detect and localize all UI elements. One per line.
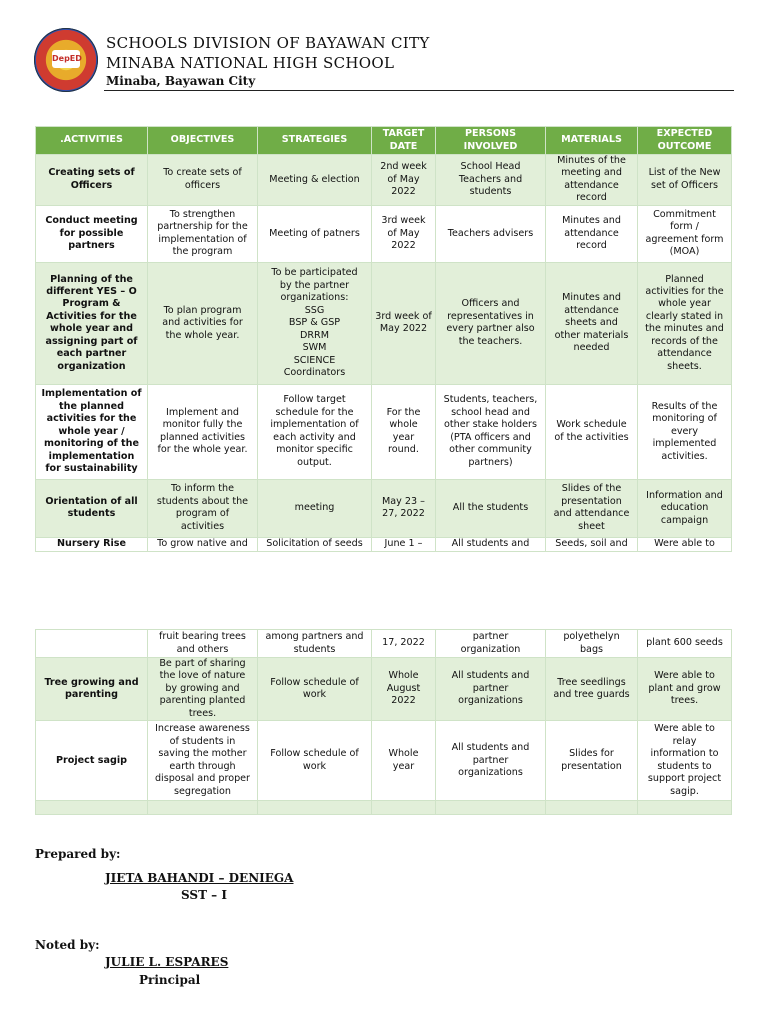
table-cell xyxy=(372,801,436,815)
table-cell: Implement and monitor fully the planned activities for the whole year. xyxy=(148,384,258,479)
table-cell: To strengthen partnership for the implementation of the program xyxy=(148,205,258,262)
table-cell: To plan program and activities for the whole year. xyxy=(148,262,258,384)
table-row xyxy=(36,721,732,801)
table-header-row xyxy=(36,127,732,155)
noted-by-label: Noted by: xyxy=(35,938,100,952)
table-cell: June 1 – xyxy=(372,537,436,551)
activity-cell: Creating sets of Officers xyxy=(36,155,148,206)
table-cell: Were able to relay information to students to support project sagip. xyxy=(638,721,732,801)
noter-name: JULIE L. ESPARES xyxy=(105,955,229,969)
table-cell: To inform the students about the program of activities xyxy=(148,479,258,537)
table-cell: among partners and students xyxy=(258,630,372,658)
table-cell: Work schedule of the activities xyxy=(546,384,638,479)
table-cell: To create sets of officers xyxy=(148,155,258,206)
table-cell: Students, teachers, school head and other stake holders (PTA officers and other community partners) xyxy=(436,384,546,479)
column-header: .ACTIVITIES xyxy=(36,127,148,155)
table-cell: Meeting & election xyxy=(258,155,372,206)
table-cell: Slides for presentation xyxy=(546,721,638,801)
table-cell: Information and education campaign xyxy=(638,479,732,537)
table-cell: 2nd week of May 2022 xyxy=(372,155,436,206)
column-header: OBJECTIVES xyxy=(148,127,258,155)
document-header xyxy=(34,28,734,92)
table-cell: Commitment form / agreement form (MOA) xyxy=(638,205,732,262)
activity-cell: Planning of the different YES – O Program & Activities for the whole year and assigning part of each partner organization xyxy=(36,262,148,384)
table-cell: Tree seedlings and tree guards xyxy=(546,658,638,721)
school-name: MINABA NATIONAL HIGH SCHOOL xyxy=(106,54,395,72)
table-row xyxy=(36,262,732,384)
table-cell: Follow schedule of work xyxy=(258,658,372,721)
table-cell: Whole year xyxy=(372,721,436,801)
table-cell: polyethelyn bags xyxy=(546,630,638,658)
activity-cell: Tree growing and parenting xyxy=(36,658,148,721)
column-header: PERSONS INVOLVED xyxy=(436,127,546,155)
table-cell: Increase awareness of students in saving the mother earth through disposal and proper segregation xyxy=(148,721,258,801)
activity-cell xyxy=(36,801,148,815)
table-cell: To be participated by the partner organizations: SSG BSP & GSP DRRM SWM SCIENCE Coordinators xyxy=(258,262,372,384)
table-cell: Follow target schedule for the implementation of each activity and monitor specific output. xyxy=(258,384,372,479)
activity-cell: Implementation of the planned activities for the whole year / monitoring of the implementation for sustainability xyxy=(36,384,148,479)
prepared-by-label: Prepared by: xyxy=(35,847,121,861)
table-row xyxy=(36,537,732,551)
table-cell: Teachers advisers xyxy=(436,205,546,262)
header-divider xyxy=(104,90,734,91)
action-plan-table-continued xyxy=(35,629,732,815)
table-row xyxy=(36,479,732,537)
table-cell: Meeting of patners xyxy=(258,205,372,262)
table-cell: All students and xyxy=(436,537,546,551)
column-header: MATERIALS xyxy=(546,127,638,155)
table-cell: Be part of sharing the love of nature by growing and parenting planted trees. xyxy=(148,658,258,721)
activity-cell: Orientation of all students xyxy=(36,479,148,537)
table-row xyxy=(36,155,732,206)
table-cell: Follow schedule of work xyxy=(258,721,372,801)
table-cell: 3rd week of May 2022 xyxy=(372,205,436,262)
table-cell xyxy=(546,801,638,815)
table-cell: Officers and representatives in every partner also the teachers. xyxy=(436,262,546,384)
table-cell: All students and partner organizations xyxy=(436,658,546,721)
table-row xyxy=(36,384,732,479)
activity-cell xyxy=(36,630,148,658)
activity-cell: Nursery Rise xyxy=(36,537,148,551)
table-cell: To grow native and xyxy=(148,537,258,551)
school-address: Minaba, Bayawan City xyxy=(106,74,256,88)
table-row xyxy=(36,658,732,721)
table-cell: Solicitation of seeds xyxy=(258,537,372,551)
table-cell: partner organization xyxy=(436,630,546,658)
table-cell: School Head Teachers and students xyxy=(436,155,546,206)
table-cell: For the whole year round. xyxy=(372,384,436,479)
table-cell xyxy=(436,801,546,815)
table-cell: Minutes of the meeting and attendance record xyxy=(546,155,638,206)
table-cell: 17, 2022 xyxy=(372,630,436,658)
table-cell: Whole August 2022 xyxy=(372,658,436,721)
noter-title: Principal xyxy=(139,973,201,987)
table-cell: Were able to plant and grow trees. xyxy=(638,658,732,721)
table-cell: meeting xyxy=(258,479,372,537)
table-cell: Results of the monitoring of every implemented activities. xyxy=(638,384,732,479)
table-cell: Planned activities for the whole year clearly stated in the minutes and records of the attendance sheets. xyxy=(638,262,732,384)
table-cell: May 23 – 27, 2022 xyxy=(372,479,436,537)
deped-seal-logo xyxy=(34,28,98,92)
table-cell: Minutes and attendance sheets and other materials needed xyxy=(546,262,638,384)
preparer-title: SST – I xyxy=(181,888,227,902)
seal-text: DepED xyxy=(52,50,80,68)
table-cell: Were able to xyxy=(638,537,732,551)
column-header: TARGET DATE xyxy=(372,127,436,155)
table-cell: Seeds, soil and xyxy=(546,537,638,551)
table-cell: All the students xyxy=(436,479,546,537)
table-cell xyxy=(148,801,258,815)
action-plan-table xyxy=(35,126,732,552)
division-title: SCHOOLS DIVISION OF BAYAWAN CITY xyxy=(106,34,430,52)
preparer-name: JIETA BAHANDI – DENIEGA xyxy=(105,871,294,885)
table-cell: fruit bearing trees and others xyxy=(148,630,258,658)
table-row xyxy=(36,630,732,658)
column-header: STRATEGIES xyxy=(258,127,372,155)
table-cell: 3rd week of May 2022 xyxy=(372,262,436,384)
table-cell: List of the New set of Officers xyxy=(638,155,732,206)
table-cell: Minutes and attendance record xyxy=(546,205,638,262)
table-cell: Slides of the presentation and attendance sheet xyxy=(546,479,638,537)
table-cell: plant 600 seeds xyxy=(638,630,732,658)
activity-cell: Conduct meeting for possible partners xyxy=(36,205,148,262)
table-cell xyxy=(258,801,372,815)
table-cell xyxy=(638,801,732,815)
table-row xyxy=(36,205,732,262)
column-header: EXPECTED OUTCOME xyxy=(638,127,732,155)
table-cell: All students and partner organizations xyxy=(436,721,546,801)
activity-cell: Project sagip xyxy=(36,721,148,801)
table-row xyxy=(36,801,732,815)
